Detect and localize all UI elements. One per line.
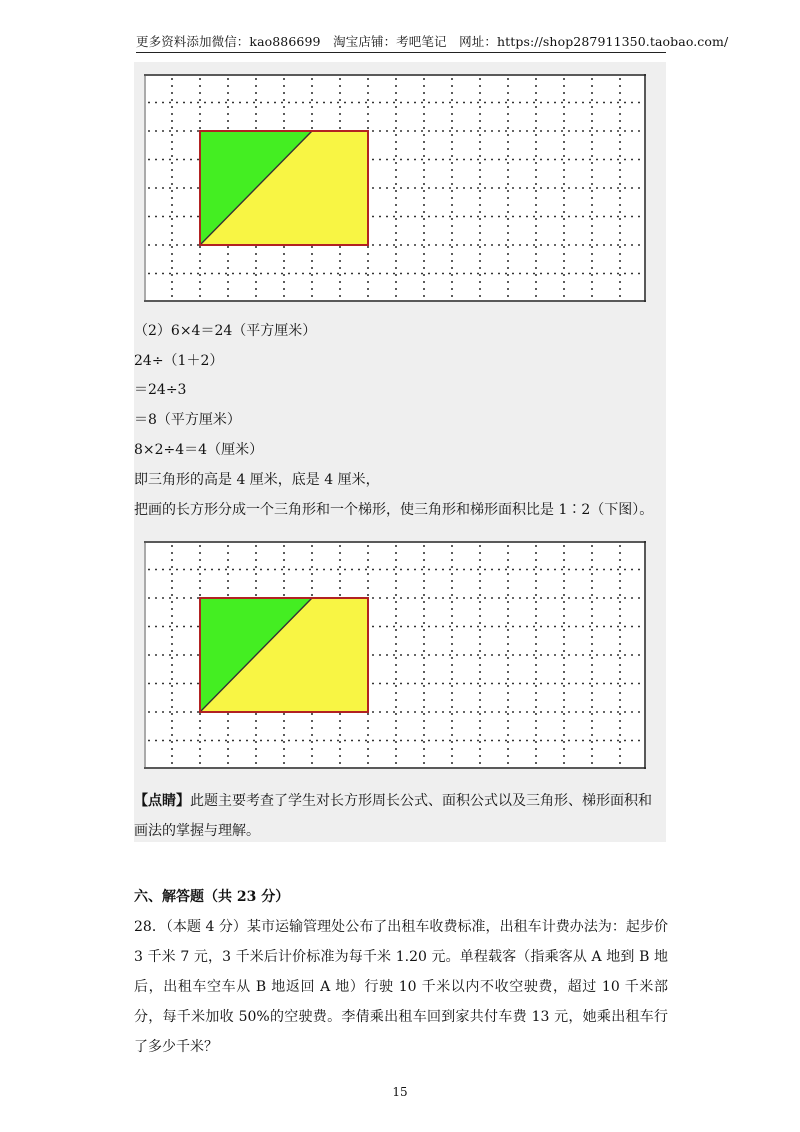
dot-grid-figure-2 — [144, 541, 646, 769]
page-number: 15 — [392, 1085, 408, 1099]
page-header: 更多资料添加微信：kao886699 淘宝店铺：考吧笔记 网址：https://shop287911350.taobao.com/ — [136, 33, 666, 53]
section-title: 六、解答题（共 23 分） — [134, 889, 290, 905]
key-point-note — [134, 786, 664, 846]
solution-line-7: 把画的长方形分成一个三角形和一个梯形，使三角形和梯形面积比是 1∶2（下图）。 — [134, 502, 654, 518]
key-point-label: 【点睛】 — [134, 793, 190, 809]
solution-line-5: 8×2÷4＝4（厘米） — [134, 442, 264, 458]
solution-line-2: 24÷（1＋2） — [134, 353, 224, 369]
solution-line-3: ＝24÷3 — [134, 382, 187, 398]
solution-line-4: ＝8（平方厘米） — [134, 412, 241, 428]
dot-grid-figure-1 — [144, 74, 646, 302]
key-point-text: 此题主要考查了学生对长方形周长公式、面积公式以及三角形、梯形面积和画法的掌握与理解。 — [134, 793, 652, 839]
solution-line-6: 即三角形的高是 4 厘米，底是 4 厘米， — [134, 472, 380, 488]
solution-line-1: （2）6×4＝24（平方厘米） — [134, 323, 317, 339]
problem-28-text: 28．（本题 4 分）某市运输管理处公布了出租车收费标准，出租车计费办法为：起步价 3 千米 7 元，3 千米后计价标准为每千米 1.20 元。单程载客（指乘客从 A 地到 B 地后，出租车空车从 B 地返回 A 地）行驶 10 千米以内不收空驶费，超过 10 千米部分，每千米加收 50%的空驶费。李倩乘出租车回到家共付车费 13 元，她乘出租车行了多少千米？ — [134, 919, 668, 1055]
